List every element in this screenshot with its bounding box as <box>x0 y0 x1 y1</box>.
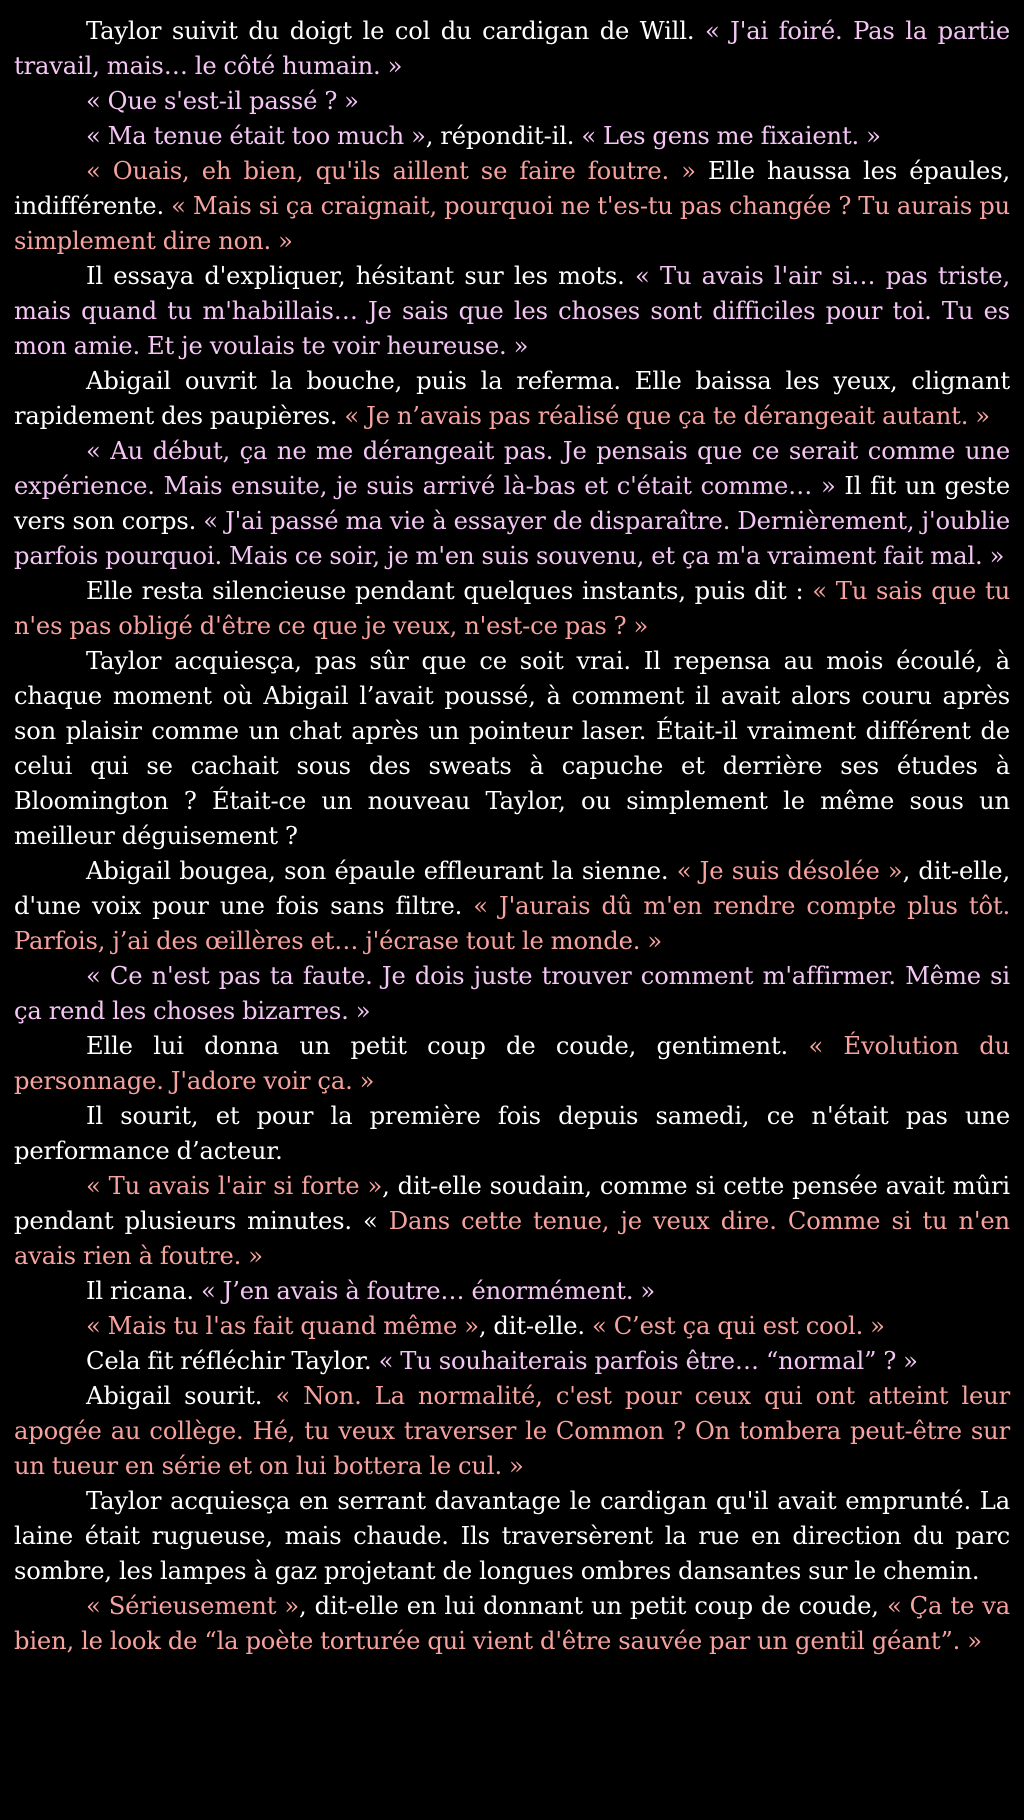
abigail-dialogue: Dans cette tenue, je veux dire. Comme si tu n'en avais rien à foutre. » <box>14 1207 1010 1270</box>
abigail-dialogue: « Évolution du personnage. J'adore voir ça. » <box>14 1032 1010 1095</box>
story-paragraph <box>14 84 1010 119</box>
abigail-dialogue: « Mais tu l'as fait quand même » <box>86 1312 479 1340</box>
abigail-dialogue: « Mais si ça craignait, pourquoi ne t'es-tu pas changée ? Tu aurais pu simplement dire non. » <box>14 192 1010 255</box>
will-dialogue: « J’en avais à foutre… énormément. » <box>200 1277 656 1305</box>
abigail-dialogue: « Non. La normalité, c'est pour ceux qui ont atteint leur apogée au collège. Hé, tu veux traverser le Common ? On tombera peut-être sur un tueur en série et on lui bottera le cul. » <box>14 1382 1010 1480</box>
abigail-dialogue: « Ouais, eh bien, qu'ils aillent se faire foutre. » <box>86 157 696 185</box>
narration-text: , dit-elle. <box>478 1312 593 1340</box>
story-paragraph <box>14 959 1010 1029</box>
narration-text: , dit-elle en lui donnant un petit coup de coude, <box>299 1592 887 1620</box>
will-dialogue: « Tu avais l'air si… pas triste, mais quand tu m'habillais… Je sais que les choses sont difficiles pour toi. Tu es mon amie. Et je voulais te voir heureuse. » <box>14 262 1010 360</box>
abigail-dialogue: « Tu sais que tu n'es pas obligé d'être ce que je veux, n'est-ce pas ? » <box>14 577 1010 640</box>
story-paragraph <box>14 1344 1010 1379</box>
abigail-dialogue: « Sérieusement » <box>86 1592 300 1620</box>
story-paragraph <box>14 1484 1010 1589</box>
narration-text: Cela fit réfléchir Taylor. <box>86 1347 379 1375</box>
story-paragraph <box>14 1309 1010 1344</box>
will-dialogue: « J'ai passé ma vie à essayer de disparaître. Dernièrement, j'oublie parfois pourquoi. Mais ce soir, je m'en suis souvenu, et ça m'a vraiment fait mal. » <box>14 507 1010 570</box>
narration-text: , répondit-il. <box>425 122 582 150</box>
story-paragraph <box>14 1379 1010 1484</box>
will-dialogue: « Ce n'est pas ta faute. Je dois juste trouver comment m'affirmer. Même si ça rend les choses bizarres. » <box>14 962 1010 1025</box>
story-paragraph <box>14 1274 1010 1309</box>
story-paragraph <box>14 574 1010 644</box>
story-paragraph <box>14 1589 1010 1659</box>
narration-text: Taylor suivit du doigt le col du cardigan de Will. <box>86 17 705 45</box>
story-paragraph <box>14 14 1010 84</box>
narration-text: Il ricana. <box>86 1277 201 1305</box>
story-paragraph <box>14 364 1010 434</box>
story-paragraph <box>14 644 1010 854</box>
abigail-dialogue: « C’est ça qui est cool. » <box>592 1312 885 1340</box>
narration-text: , dit-elle soudain, comme si cette pensée avait mûri pendant plusieurs minutes. « <box>14 1172 1011 1235</box>
will-dialogue: « Au début, ça ne me dérangeait pas. Je pensais que ce serait comme une expérience. Mais ensuite, je suis arrivé là-bas et c'était comme… » <box>14 437 1010 500</box>
will-dialogue: « Que s'est-il passé ? » <box>86 87 359 115</box>
story-paragraph <box>14 119 1010 154</box>
story-paragraph <box>14 1169 1010 1274</box>
narration-text: Il essaya d'expliquer, hésitant sur les mots. <box>86 262 636 290</box>
story-paragraph <box>14 434 1010 574</box>
will-dialogue: « Les gens me fixaient. » <box>581 122 881 150</box>
abigail-dialogue: « Ça te va bien, le look de “la poète torturée qui vient d'être sauvée par un gentil géant”. » <box>14 1592 1010 1655</box>
narration-text: Elle lui donna un petit coup de coude, gentiment. <box>86 1032 809 1060</box>
story-paragraph <box>14 259 1010 364</box>
abigail-dialogue: « Tu avais l'air si forte » <box>86 1172 383 1200</box>
will-dialogue: « Tu souhaiterais parfois être… “normal” ? » <box>378 1347 918 1375</box>
narration-text: Taylor acquiesça, pas sûr que ce soit vrai. Il repensa au mois écoulé, à chaque moment où Abigail l’avait poussé, à comment il avait alors couru après son plaisir comme un chat après un pointeur laser. Était-il vraiment différent de celui qui se cachait sous des sweats à capuche et derrière ses études à Bloomington ? Était-ce un nouveau Taylor, ou simplement le même sous un meilleur déguisement ? <box>14 647 1010 850</box>
narration-text: Il fit un geste vers son corps. <box>14 472 1011 535</box>
abigail-dialogue: « Je suis désolée » <box>676 857 903 885</box>
will-dialogue: « Ma tenue était too much » <box>86 122 426 150</box>
story-paragraph <box>14 854 1010 959</box>
abigail-dialogue: « J'aurais dû m'en rendre compte plus tôt. Parfois, j’ai des œillères et… j'écrase tout le monde. » <box>14 892 1010 955</box>
narration-text: Elle resta silencieuse pendant quelques instants, puis dit : <box>86 577 813 605</box>
narration-text: Abigail bougea, son épaule effleurant la sienne. <box>86 857 677 885</box>
story-paragraph <box>14 1099 1010 1169</box>
narration-text: , dit-elle, d'une voix pour une fois sans filtre. <box>14 857 1010 920</box>
narration-text: Il sourit, et pour la première fois depuis samedi, ce n'était pas une performance d’acteur. <box>14 1102 1010 1165</box>
narration-text: Taylor acquiesça en serrant davantage le cardigan qu'il avait emprunté. La laine était rugueuse, mais chaude. Ils traversèrent la rue en direction du parc sombre, les lampes à gaz projetant de longues ombres dansantes sur le chemin. <box>14 1487 1010 1585</box>
narration-text: Elle haussa les épaules, indifférente. <box>14 157 1010 220</box>
will-dialogue: « J'ai foiré. Pas la partie travail, mais… le côté humain. » <box>14 17 1011 80</box>
narration-text: Abigail sourit. <box>86 1382 276 1410</box>
story-paragraph <box>14 1029 1010 1099</box>
story-paragraph <box>14 154 1010 259</box>
narration-text: Abigail ouvrit la bouche, puis la referma. Elle baissa les yeux, clignant rapidement des paupières. <box>14 367 1010 430</box>
abigail-dialogue: « Je n’avais pas réalisé que ça te dérangeait autant. » <box>344 402 990 430</box>
